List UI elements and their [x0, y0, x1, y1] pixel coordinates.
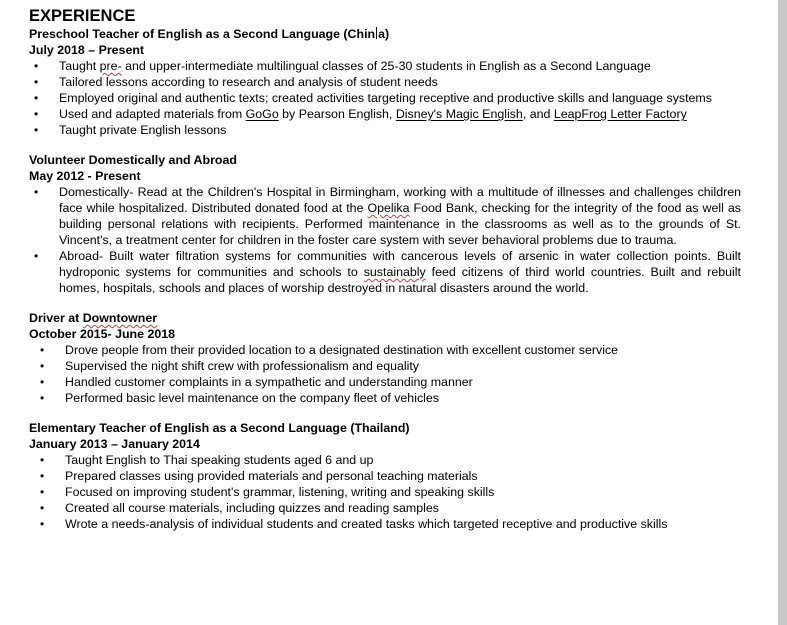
- experience-entry-volunteer: [29, 152, 741, 296]
- list-item: [29, 248, 741, 296]
- spelling-error-word[interactable]: sustainably: [363, 265, 426, 279]
- underlined-title-gogo[interactable]: GoGo: [245, 107, 279, 121]
- job-title: Volunteer Domestically and Abroad: [29, 153, 237, 167]
- text-run: by Pearson English,: [278, 107, 396, 121]
- job-title-text: Preschool Teacher of English as a Second Language (Chin: [29, 27, 376, 41]
- text-run: Taught: [59, 59, 100, 73]
- text-run: Food Bank, checking for the integrity of the food as well as building personal relations with recipients. Performed maintenance in the classrooms as well as to the grounds of St. Vincent's, a treatment center for children in the foster care system with sever behavioral problems due to trauma.: [59, 201, 742, 247]
- spelling-error-word[interactable]: pre-: [99, 59, 122, 73]
- job-dates: January 2013 – January 2014: [29, 437, 200, 451]
- text-run: , and: [522, 107, 554, 121]
- job-dates: October 2015- June 2018: [29, 327, 176, 341]
- list-item: • Tailored lessons according to research and analysis of student needs: [29, 74, 741, 90]
- window-edge-scrollbar[interactable]: [778, 0, 787, 625]
- list-item: • Taught private English lessons: [29, 122, 741, 138]
- job-dates: July 2018 – Present: [29, 43, 145, 57]
- job-title: [29, 310, 741, 326]
- text-cursor: [376, 27, 377, 39]
- list-item: • Drove people from their provided location to a designated destination with excellent customer service: [29, 342, 741, 358]
- spelling-error-word[interactable]: Downtowner: [82, 311, 158, 325]
- experience-entry-elementary-teacher: [29, 420, 741, 532]
- section-heading-experience: EXPERIENCE: [29, 7, 136, 25]
- job-dates: May 2012 - Present: [29, 169, 141, 183]
- text-run: and upper-intermediate multilingual classes of 25-30 students in English as a Second Language: [121, 59, 651, 73]
- list-item: [29, 106, 741, 122]
- job-title: Elementary Teacher of English as a Second Language (Thailand): [29, 421, 410, 435]
- underlined-title-leapfrog[interactable]: LeapFrog Letter Factory: [553, 107, 687, 121]
- bullet-list: [29, 452, 741, 532]
- list-item: • Taught English to Thai speaking students aged 6 and up: [29, 452, 741, 468]
- list-item: • Created all course materials, including quizzes and reading samples: [29, 500, 741, 516]
- job-title: [29, 26, 741, 42]
- experience-entry-preschool-teacher: [29, 26, 741, 138]
- list-item: [29, 184, 741, 248]
- text-run: Domestically- Read at the Children's Hospital in Birmingham, working with a multitude of illnesses and challenges children face while hospitalized. Distributed donated food at the: [59, 185, 741, 215]
- list-item: • Prepared classes using provided materials and personal teaching materials: [29, 468, 741, 484]
- job-title-text: Driver at: [29, 311, 83, 325]
- spelling-error-word[interactable]: Opelika: [367, 201, 410, 215]
- underlined-title-disney[interactable]: Disney's Magic English: [395, 107, 523, 121]
- list-item: • Performed basic level maintenance on the company fleet of vehicles: [29, 390, 741, 406]
- text-run: feed citizens of third world countries. Built and rebuilt homes, hospitals, schools and places of worship destroyed in natural disasters around the world.: [59, 265, 741, 295]
- job-title-text-end: a): [378, 27, 390, 41]
- list-item: • Wrote a needs-analysis of individual students and created tasks which targeted receptive and productive skills: [29, 516, 741, 532]
- text-run: Used and adapted materials from: [59, 107, 246, 121]
- bullet-list: [29, 342, 741, 406]
- bullet-list: [29, 184, 741, 296]
- bullet-list: [29, 58, 741, 138]
- list-item: • Focused on improving student's grammar, listening, writing and speaking skills: [29, 484, 741, 500]
- list-item: [29, 58, 741, 74]
- text-run: Abroad- Built water filtration systems for communities with cancerous levels of arsenic in water collection points. Built hydroponic systems for communities and schools to: [59, 249, 741, 279]
- list-item: • Employed original and authentic texts; created activities targeting receptive and productive skills and language systems: [29, 90, 741, 106]
- experience-entry-driver: [29, 310, 741, 406]
- list-item: • Supervised the night shift crew with professionalism and equality: [29, 358, 741, 374]
- list-item: • Handled customer complaints in a sympathetic and understanding manner: [29, 374, 741, 390]
- document-body[interactable]: [29, 6, 741, 546]
